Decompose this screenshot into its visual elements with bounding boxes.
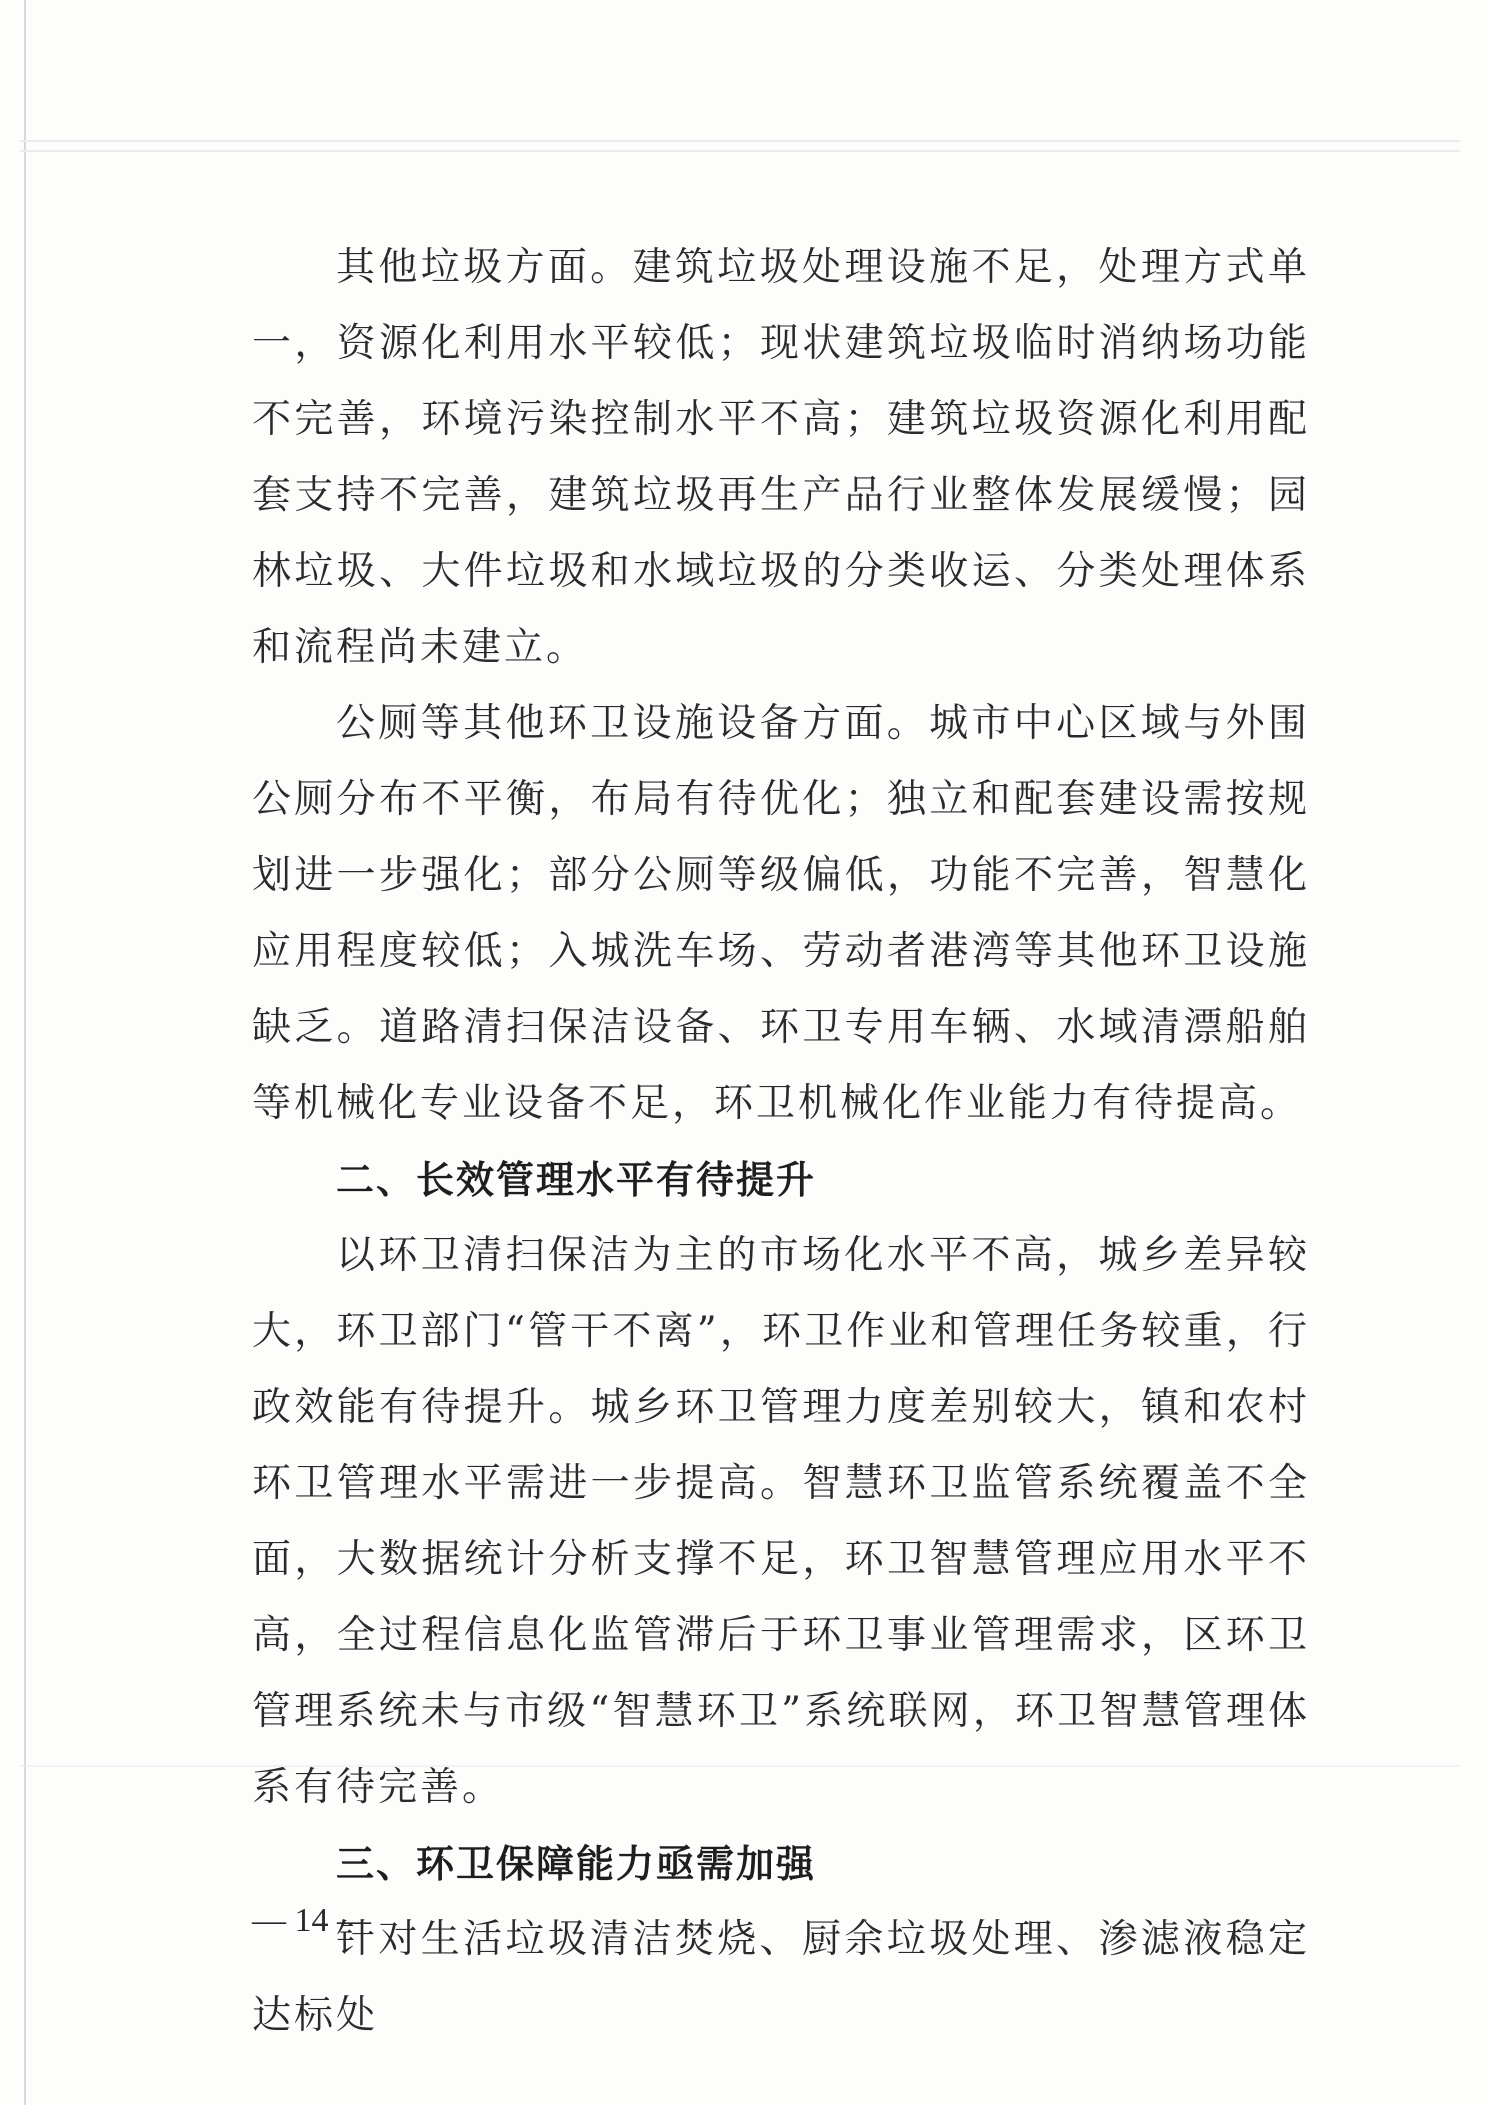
section-heading-support: 三、环卫保障能力亟需加强 [336,1842,817,1886]
scan-artifact-line [20,140,1460,142]
paragraph-public-toilets: 公厕等其他环卫设施设备方面。城市中心区域与外围公厕分布不平衡，布局有待优化；独立和配套建设需按规划进一步强化；部分公厕等级偏低，功能不完善，智慧化应用程度较低；入城洗车场、劳动者港湾等其他环卫设施缺乏。道路清扫保洁设备、环卫专用车辆、水域清漂船舶等机械化专业设备不足，环卫机械化作业能力有待提高。 [252,701,1310,1126]
paragraph-management: 以环卫清扫保洁为主的市场化水平不高，城乡差异较大，环卫部门“管干不离”，环卫作业和管理任务较重，行政效能有待提升。城乡环卫管理力度差别较大，镇和农村环卫管理水平需进一步提高。智慧环卫监管系统覆盖不全面，大数据统计分析支撑不足，环卫智慧管理应用水平不高，全过程信息化监管滞后于环卫事业管理需求，区环卫管理系统未与市级“智慧环卫”系统联网，环卫智慧管理体系有待完善。 [252,1233,1310,1810]
page-number: — 14 — [252,1902,371,1939]
paragraph-support: 针对生活垃圾清洁焚烧、厨余垃圾处理、渗滤液稳定达标处 [252,1917,1310,2038]
scan-artifact-line [20,150,1460,152]
paragraph-other-waste: 其他垃圾方面。建筑垃圾处理设施不足，处理方式单一，资源化利用水平较低；现状建筑垃圾临时消纳场功能不完善，环境污染控制水平不高；建筑垃圾资源化利用配套支持不完善，建筑垃圾再生产品行业整体发展缓慢；园林垃圾、大件垃圾和水域垃圾的分类收运、分类处理体系和流程尚未建立。 [252,245,1310,670]
scan-edge-line [24,0,26,2105]
section-heading-management: 二、长效管理水平有待提升 [336,1158,817,1202]
document-body [252,230,1310,2054]
